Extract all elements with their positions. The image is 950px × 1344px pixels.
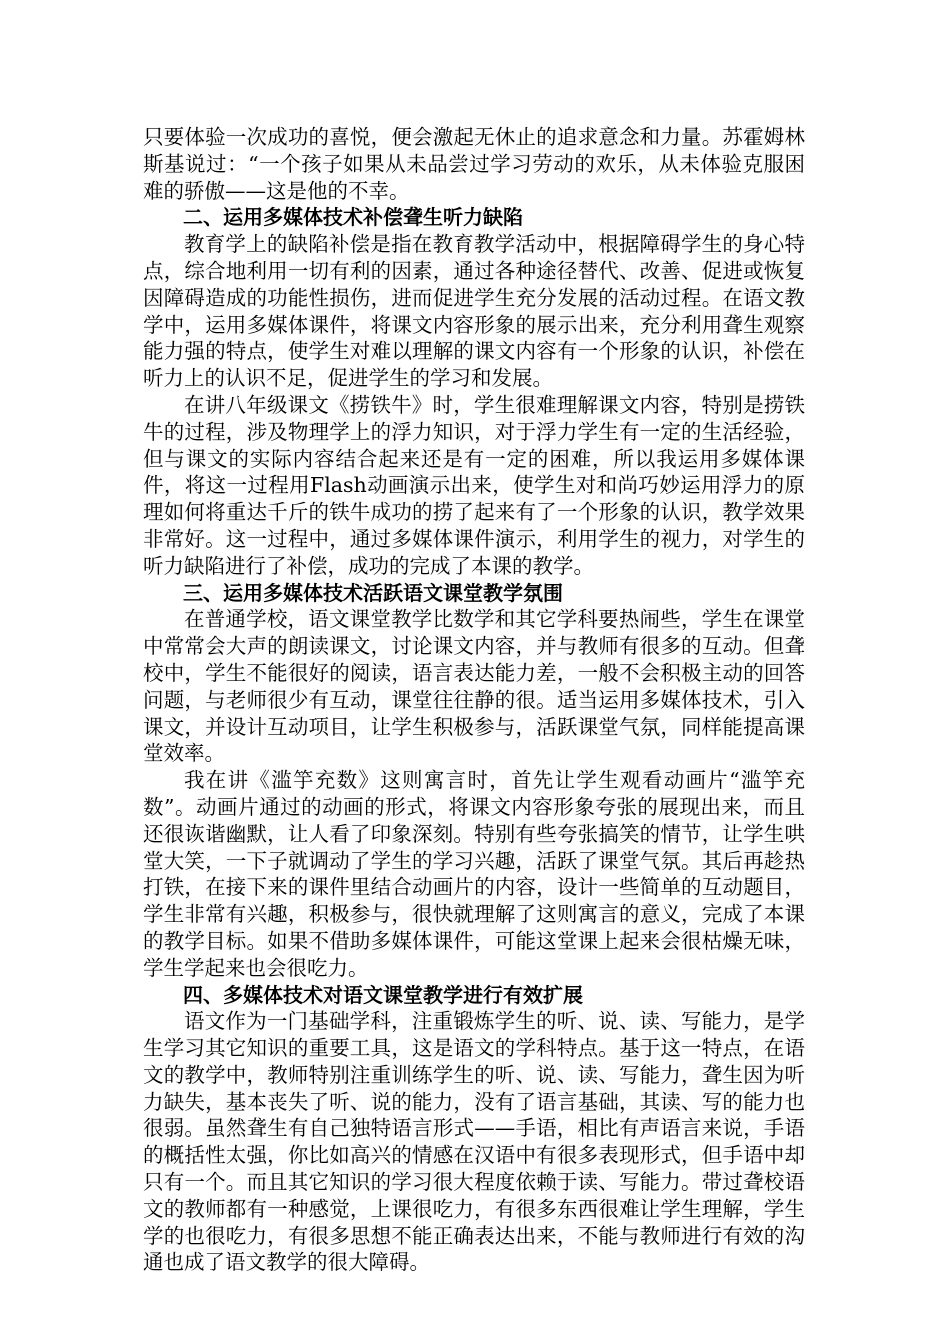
paragraph-compensation-definition: 教育学上的缺陷补偿是指在教育教学活动中，根据障碍学生的身心特点，综合地利用一切有利的因素，通过各种途径替代、改善、促进或恢复因障碍造成的功能性损伤，进而促进学生充分发展的活动过程。在语文教学中，运用多媒体课件，将课文内容形象的展示出来，充分利用聋生观察能力强的特点，使学生对难以理解的课文内容有一个形象的认识，补偿在听力上的认识不足，促进学生的学习和发展。 (143, 232, 805, 391)
paragraph-intro: 只要体验一次成功的喜悦，便会激起无休止的追求意念和力量。苏霍姆林斯基说过：“一个孩子如果从未品尝过学习劳动的欢乐，从未体验克服困难的骄傲——这是他的不幸。 (143, 125, 805, 203)
document-page (143, 124, 805, 1276)
section-heading-3: 三、运用多媒体技术活跃语文课堂教学氛围 (183, 580, 563, 605)
section-heading-2: 二、运用多媒体技术补偿聋生听力缺陷 (183, 205, 523, 230)
paragraph-classroom-atmosphere: 在普通学校，语文课堂教学比数学和其它学科要热闹些，学生在课堂中常常会大声的朗读课文，讨论课文内容，并与教师有很多的互动。但聋校中，学生不能很好的阅读，语言表达能力差，一般不会积极主动的回答问题，与老师很少有互动，课堂往往静的很。适当运用多媒体技术，引入课文，并设计互动项目，让学生积极参与，活跃课堂气氛，同样能提高课堂效率。 (143, 607, 805, 766)
section-heading-4: 四、多媒体技术对语文课堂教学进行有效扩展 (183, 982, 583, 1007)
paragraph-iron-ox-example: 在讲八年级课文《捞铁牛》时，学生很难理解课文内容，特别是捞铁牛的过程，涉及物理学上的浮力知识，对于浮力学生有一定的生活经验，但与课文的实际内容结合起来还是有一定的困难，所以我运用多媒体课件，将这一过程用Flash动画演示出来，使学生对和尚巧妙运用浮力的原理如何将重达千斤的铁牛成功的捞了起来有了一个形象的认识，教学效果非常好。这一过程中，通过多媒体课件演示，利用学生的视力，对学生的听力缺陷进行了补偿，成功的完成了本课的教学。 (143, 392, 805, 578)
paragraph-fable-example: 我在讲《滥竽充数》这则寓言时，首先让学生观看动画片“滥竽充数”。动画片通过的动画的形式，将课文内容形象夸张的展现出来，而且还很诙谐幽默，让人看了印象深刻。特别有些夸张搞笑的情节，让学生哄堂大笑，一下子就调动了学生的学习兴趣，活跃了课堂气氛。其后再趁热打铁，在接下来的课件里结合动画片的内容，设计一些简单的互动题目，学生非常有兴趣，积极参与，很快就理解了这则寓言的意义，完成了本课的教学目标。如果不借助多媒体课件，可能这堂课上起来会很枯燥无味，学生学起来也会很吃力。 (143, 768, 805, 980)
paragraph-language-skills: 语文作为一门基础学科，注重锻炼学生的听、说、读、写能力，是学生学习其它知识的重要工具，这是语文的学科特点。基于这一特点，在语文的教学中，教师特别注重训练学生的听、说、读、写能力，聋生因为听力缺失，基本丧失了听、说的能力，没有了语言基础，其读、写的能力也很弱。虽然聋生有自己独特语言形式——手语，相比有声语言来说，手语的概括性太强，你比如高兴的情感在汉语中有很多表现形式，但手语中却只有一个。而且其它知识的学习很大程度依赖于读、写能力。带过聋校语文的教师都有一种感觉，上课很吃力，有很多东西很难让学生理解，学生学的也很吃力，有很多思想不能正确表达出来，不能与教师进行有效的沟通也成了语文教学的很大障碍。 (143, 1009, 805, 1275)
